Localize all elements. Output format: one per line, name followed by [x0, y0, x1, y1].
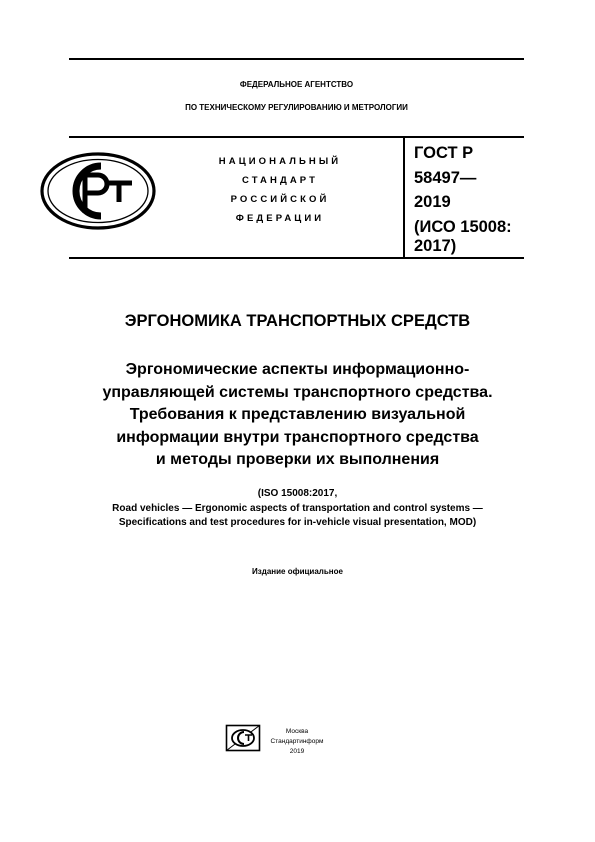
agency-name-line2: ПО ТЕХНИЧЕСКОМУ РЕГУЛИРОВАНИЮ И МЕТРОЛОГИИ [185, 103, 408, 112]
designation-line-5: 2017) [414, 237, 457, 255]
iso-reference-line: Specifications and test procedures for in-vehicle visual presentation, MOD) [118, 517, 477, 528]
subtitle-line: и методы проверки их выполнения [155, 451, 440, 468]
iso-reference-line: (ISO 15008:2017, [257, 488, 338, 499]
document-title: ЭРГОНОМИКА ТРАНСПОРТНЫХ СРЕДСТВ [124, 312, 471, 330]
subtitle-line: Требования к представлению визуальной [129, 406, 466, 423]
standard-type-line-2: СТАНДАРТ [242, 175, 318, 186]
publisher-info [262, 727, 332, 757]
standard-type-line-3: РОССИЙСКОЙ [230, 194, 330, 205]
standartinform-logo-icon [225, 724, 261, 752]
publisher-city: Москва [285, 728, 309, 735]
standard-block-bottom-rule [69, 257, 524, 259]
subtitle-line: Эргономические аспекты информационно- [125, 361, 470, 378]
publisher-year: 2019 [289, 748, 305, 755]
designation-line-4: (ИСО 15008: [414, 217, 512, 236]
top-rule [69, 58, 524, 60]
iso-reference [40, 487, 555, 531]
agency-name-line1: ФЕДЕРАЛЬНОЕ АГЕНТСТВО [239, 80, 354, 89]
edition-note: Издание официальное [252, 567, 343, 576]
iso-reference-line: Road vehicles — Ergonomic aspects of transportation and control systems — [112, 502, 483, 514]
rst-certification-mark-icon [38, 150, 158, 232]
subtitle-line: информации внутри транспортного средства [116, 428, 479, 446]
designation-line-3: 2019 [414, 193, 451, 211]
designation-line-2: 58497— [414, 168, 477, 187]
subtitle-line: управляющей системы транспортного средства. [102, 383, 493, 401]
designation-line-1: ГОСТ Р [414, 144, 474, 162]
standard-type-line-1: НАЦИОНАЛЬНЫЙ [218, 156, 342, 167]
designation-divider [403, 137, 405, 258]
header-divider [69, 136, 524, 138]
standard-type-line-4: ФЕДЕРАЦИИ [235, 213, 325, 224]
publisher-name: Стандартинформ [270, 738, 324, 745]
document-subtitle [40, 359, 555, 472]
